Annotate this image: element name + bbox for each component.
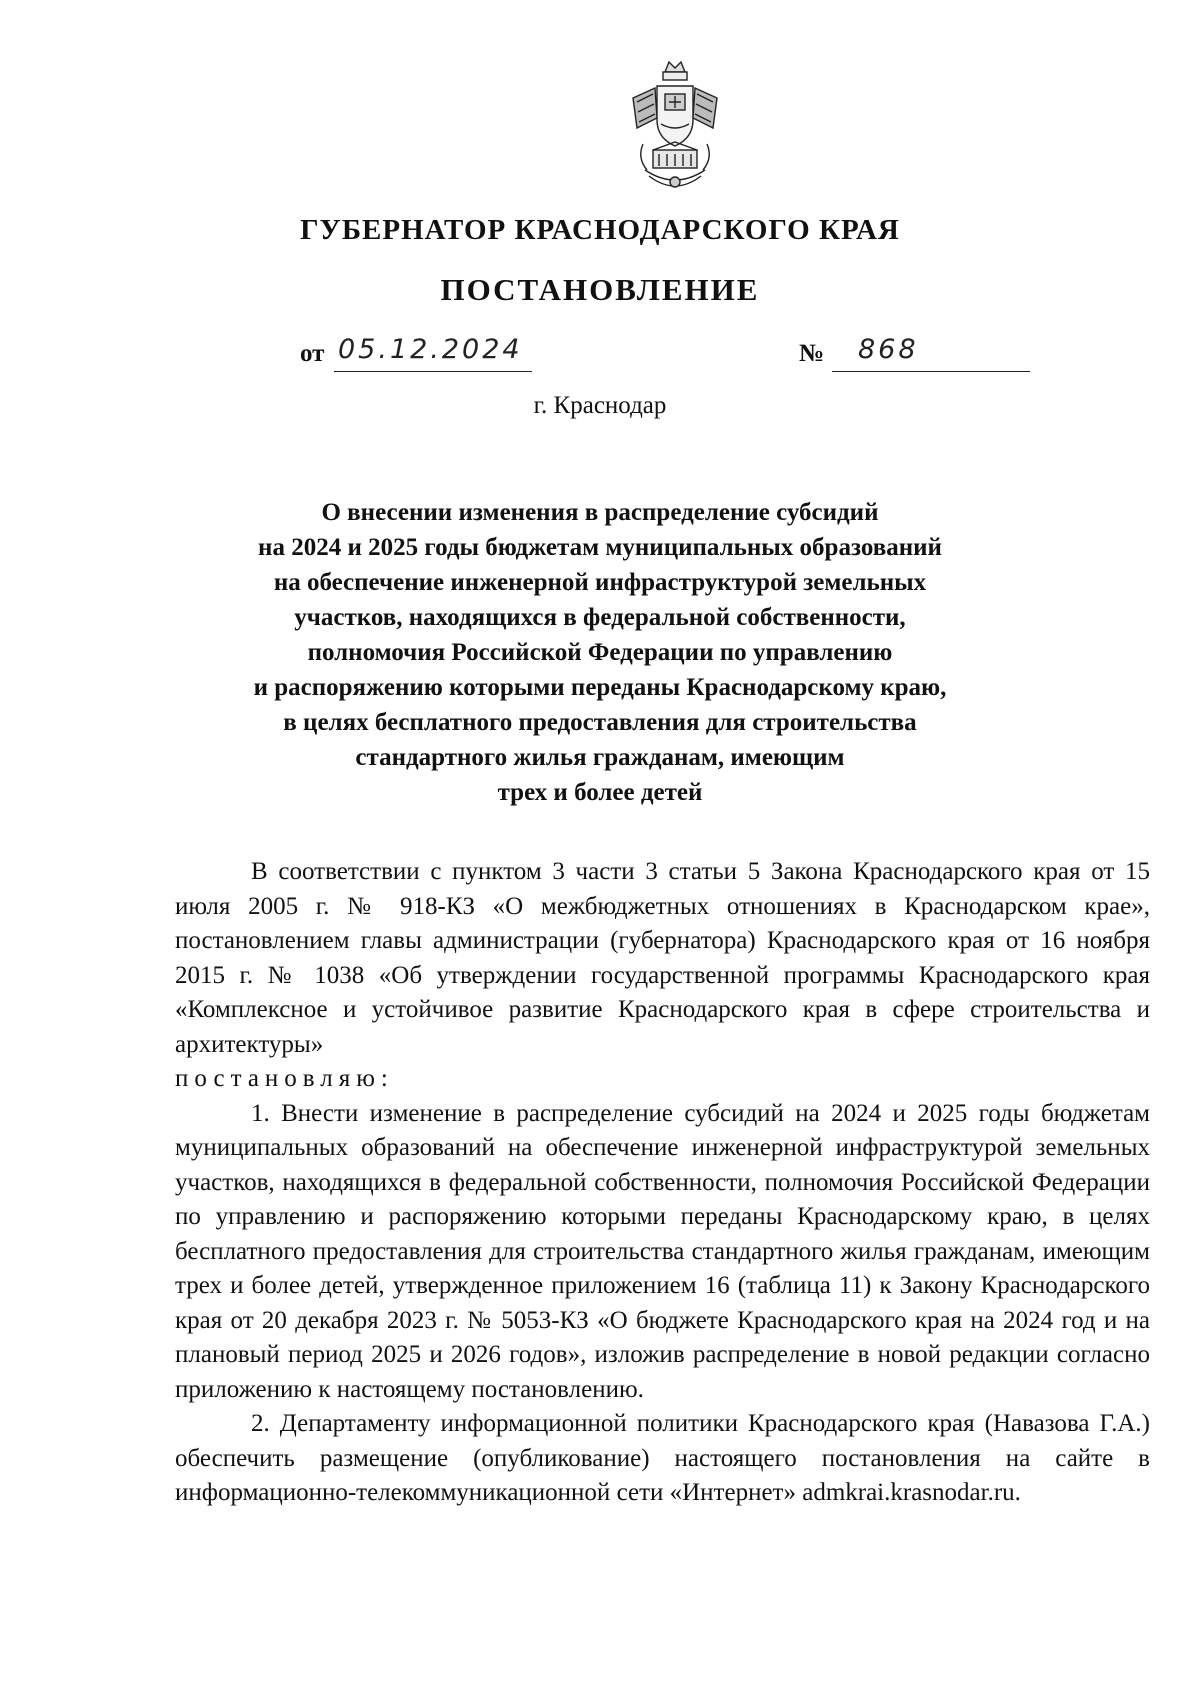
document-type: ПОСТАНОВЛЕНИЕ [440, 272, 760, 307]
title-line: на 2024 и 2025 годы бюджетам муниципальных образований [258, 534, 942, 561]
number-value-handwritten: 868 [858, 334, 919, 365]
decree-word: постановляю: [175, 1065, 394, 1092]
title-line: участков, находящихся в федеральной собственности, [294, 604, 906, 631]
issuing-authority: ГУБЕРНАТОР КРАСНОДАРСКОГО КРАЯ [300, 214, 900, 246]
number-label: № [799, 340, 825, 367]
title-line: в целях бесплатного предоставления для строительства [283, 709, 917, 736]
city: г. Краснодар [533, 392, 667, 419]
document-title [200, 495, 1000, 810]
title-line: О внесении изменения в распределение субсидий [321, 499, 879, 526]
preamble-paragraph: В соответствии с пунктом 3 части 3 статьи 5 Закона Краснодарского края от 15 июля 2005 г. № 918-КЗ «О межбюджетных отношениях в Краснодарском крае», постановлением главы администрации (губернатора) Краснодарского края от 16 ноября 2015 г. № 1038 «Об утверждении государственной программы Краснодарского края «Комплексное и устойчивое развитие Краснодарского края в сфере строительства и архитектуры» [175, 858, 1150, 1058]
title-line: трех и более детей [497, 779, 703, 806]
number-underline [832, 371, 1030, 372]
date-underline [334, 371, 532, 372]
title-line: и распоряжению которыми переданы Краснодарскому краю, [253, 674, 947, 701]
document-body [175, 855, 1150, 1511]
title-line: на обеспечение инженерной инфраструктурой земельных [273, 569, 927, 596]
item-2-paragraph: 2. Департаменту информационной политики Краснодарского края (Навазова Г.А.) обеспечить размещение (опубликование) настоящего постановления на сайте в информационно-телекоммуникационной сети «Интернет» admkrai.krasnodar.ru. [175, 1410, 1150, 1506]
title-line: стандартного жилья гражданам, имеющим [355, 744, 845, 771]
date-value-handwritten: 05.12.2024 [338, 334, 523, 365]
date-label: от [300, 340, 325, 367]
title-line: полномочия Российской Федерации по управлению [307, 639, 893, 666]
item-1-paragraph: 1. Внести изменение в распределение субсидий на 2024 и 2025 годы бюджетам муниципальных образований на обеспечение инженерной инфраструктурой земельных участков, находящихся в федеральной собственности, полномочия Российской Федерации по управлению и распоряжению которыми переданы Краснодарскому краю, в целях бесплатного предоставления для строительства стандартного жилья гражданам, имеющим трех и более детей, утвержденное приложением 16 (таблица 11) к Закону Краснодарского края от 20 декабря 2023 г. № 5053-КЗ «О бюджете Краснодарского края на 2024 год и на плановый период 2025 и 2026 годов», изложив распределение в новой редакции согласно приложению к настоящему постановлению. [175, 1099, 1150, 1403]
coat-of-arms-emblem [625, 58, 725, 196]
